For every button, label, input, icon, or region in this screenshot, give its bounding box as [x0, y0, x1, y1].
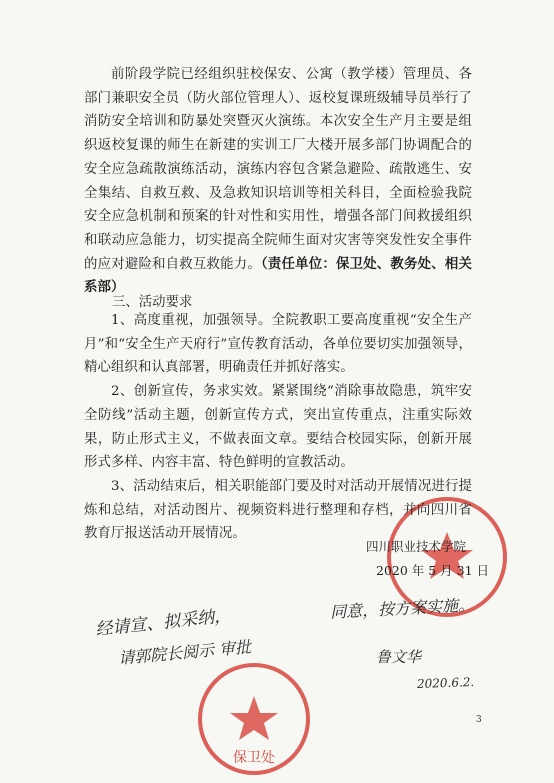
security-office-seal: [193, 658, 315, 780]
section-heading: 三、活动要求: [112, 295, 193, 310]
handwritten-signature-name: 鲁文华: [376, 648, 422, 666]
handwritten-note-left-1: 经请宣、拟采纳，: [94, 605, 232, 641]
requirement-item-1: 1、高度重视，加强领导。全院教职工要高度重视“安全生产月”和“安全生产天府行”宣传教育活动，各单位要切实加强领导，精心组织和认真部署，明确责任并抓好落实。: [84, 313, 472, 376]
signature-date: 2020 年 5 月 31 日: [376, 563, 490, 578]
signature-unit: 四川职业技术学院: [366, 539, 467, 554]
intro-paragraph: 前阶段学院已经组织驻校保安、公寓（教学楼）管理员、各部门兼职安全员（防火部位管理人）、返校复课班级辅导员举行了消防安全培训和防暴处突暨灭火演练。本次安全生产月主要是组织返校复课的师生在新建的实训工厂大楼开展多部门协调配合的安全应急疏散演练活动，演练内容包含紧急避险、疏散逃生、安全集结、自救互救、及急救知识培训等相关科目，全面检验我院安全应急机制和预案的针对性和实用性，增强各部门间救援组织和联动应急能力，切实提高全院师生面对灾害等突发性安全事件的应对避险和自救互救能力。（责任单位：保卫处、教务处、相关系部）: [84, 67, 472, 296]
page-number: 3: [476, 715, 482, 725]
requirement-item-3: 3、活动结束后，相关职能部门要及时对活动开展情况进行提炼和总结，对活动图片、视频资料进行整理和存档，并向四川省教育厅报送活动开展情况。: [84, 478, 472, 542]
requirement-item-2: 2、创新宣传，务求实效。紧紧围绕“消除事故隐患，筑牢安全防线”活动主题，创新宣传方式，突出宣传重点，注重实际效果，防止形式主义，不做表面文章。要结合校园实际，创新开展形式多样、内容丰富、特色鲜明的宣教活动。: [84, 384, 472, 471]
handwritten-signature-date: 2020.6.2.: [416, 675, 475, 691]
svg-text:保卫处: 保卫处: [233, 750, 275, 766]
body-section: [84, 63, 472, 300]
handwritten-approval: 同意，按方案实施。: [329, 595, 475, 622]
requirements-list: [84, 309, 472, 546]
responsible-units: （责任单位：保卫处、教务处、相关系部）: [84, 255, 472, 296]
handwritten-note-left-2: 请郭院长阅示 审批: [117, 637, 252, 668]
